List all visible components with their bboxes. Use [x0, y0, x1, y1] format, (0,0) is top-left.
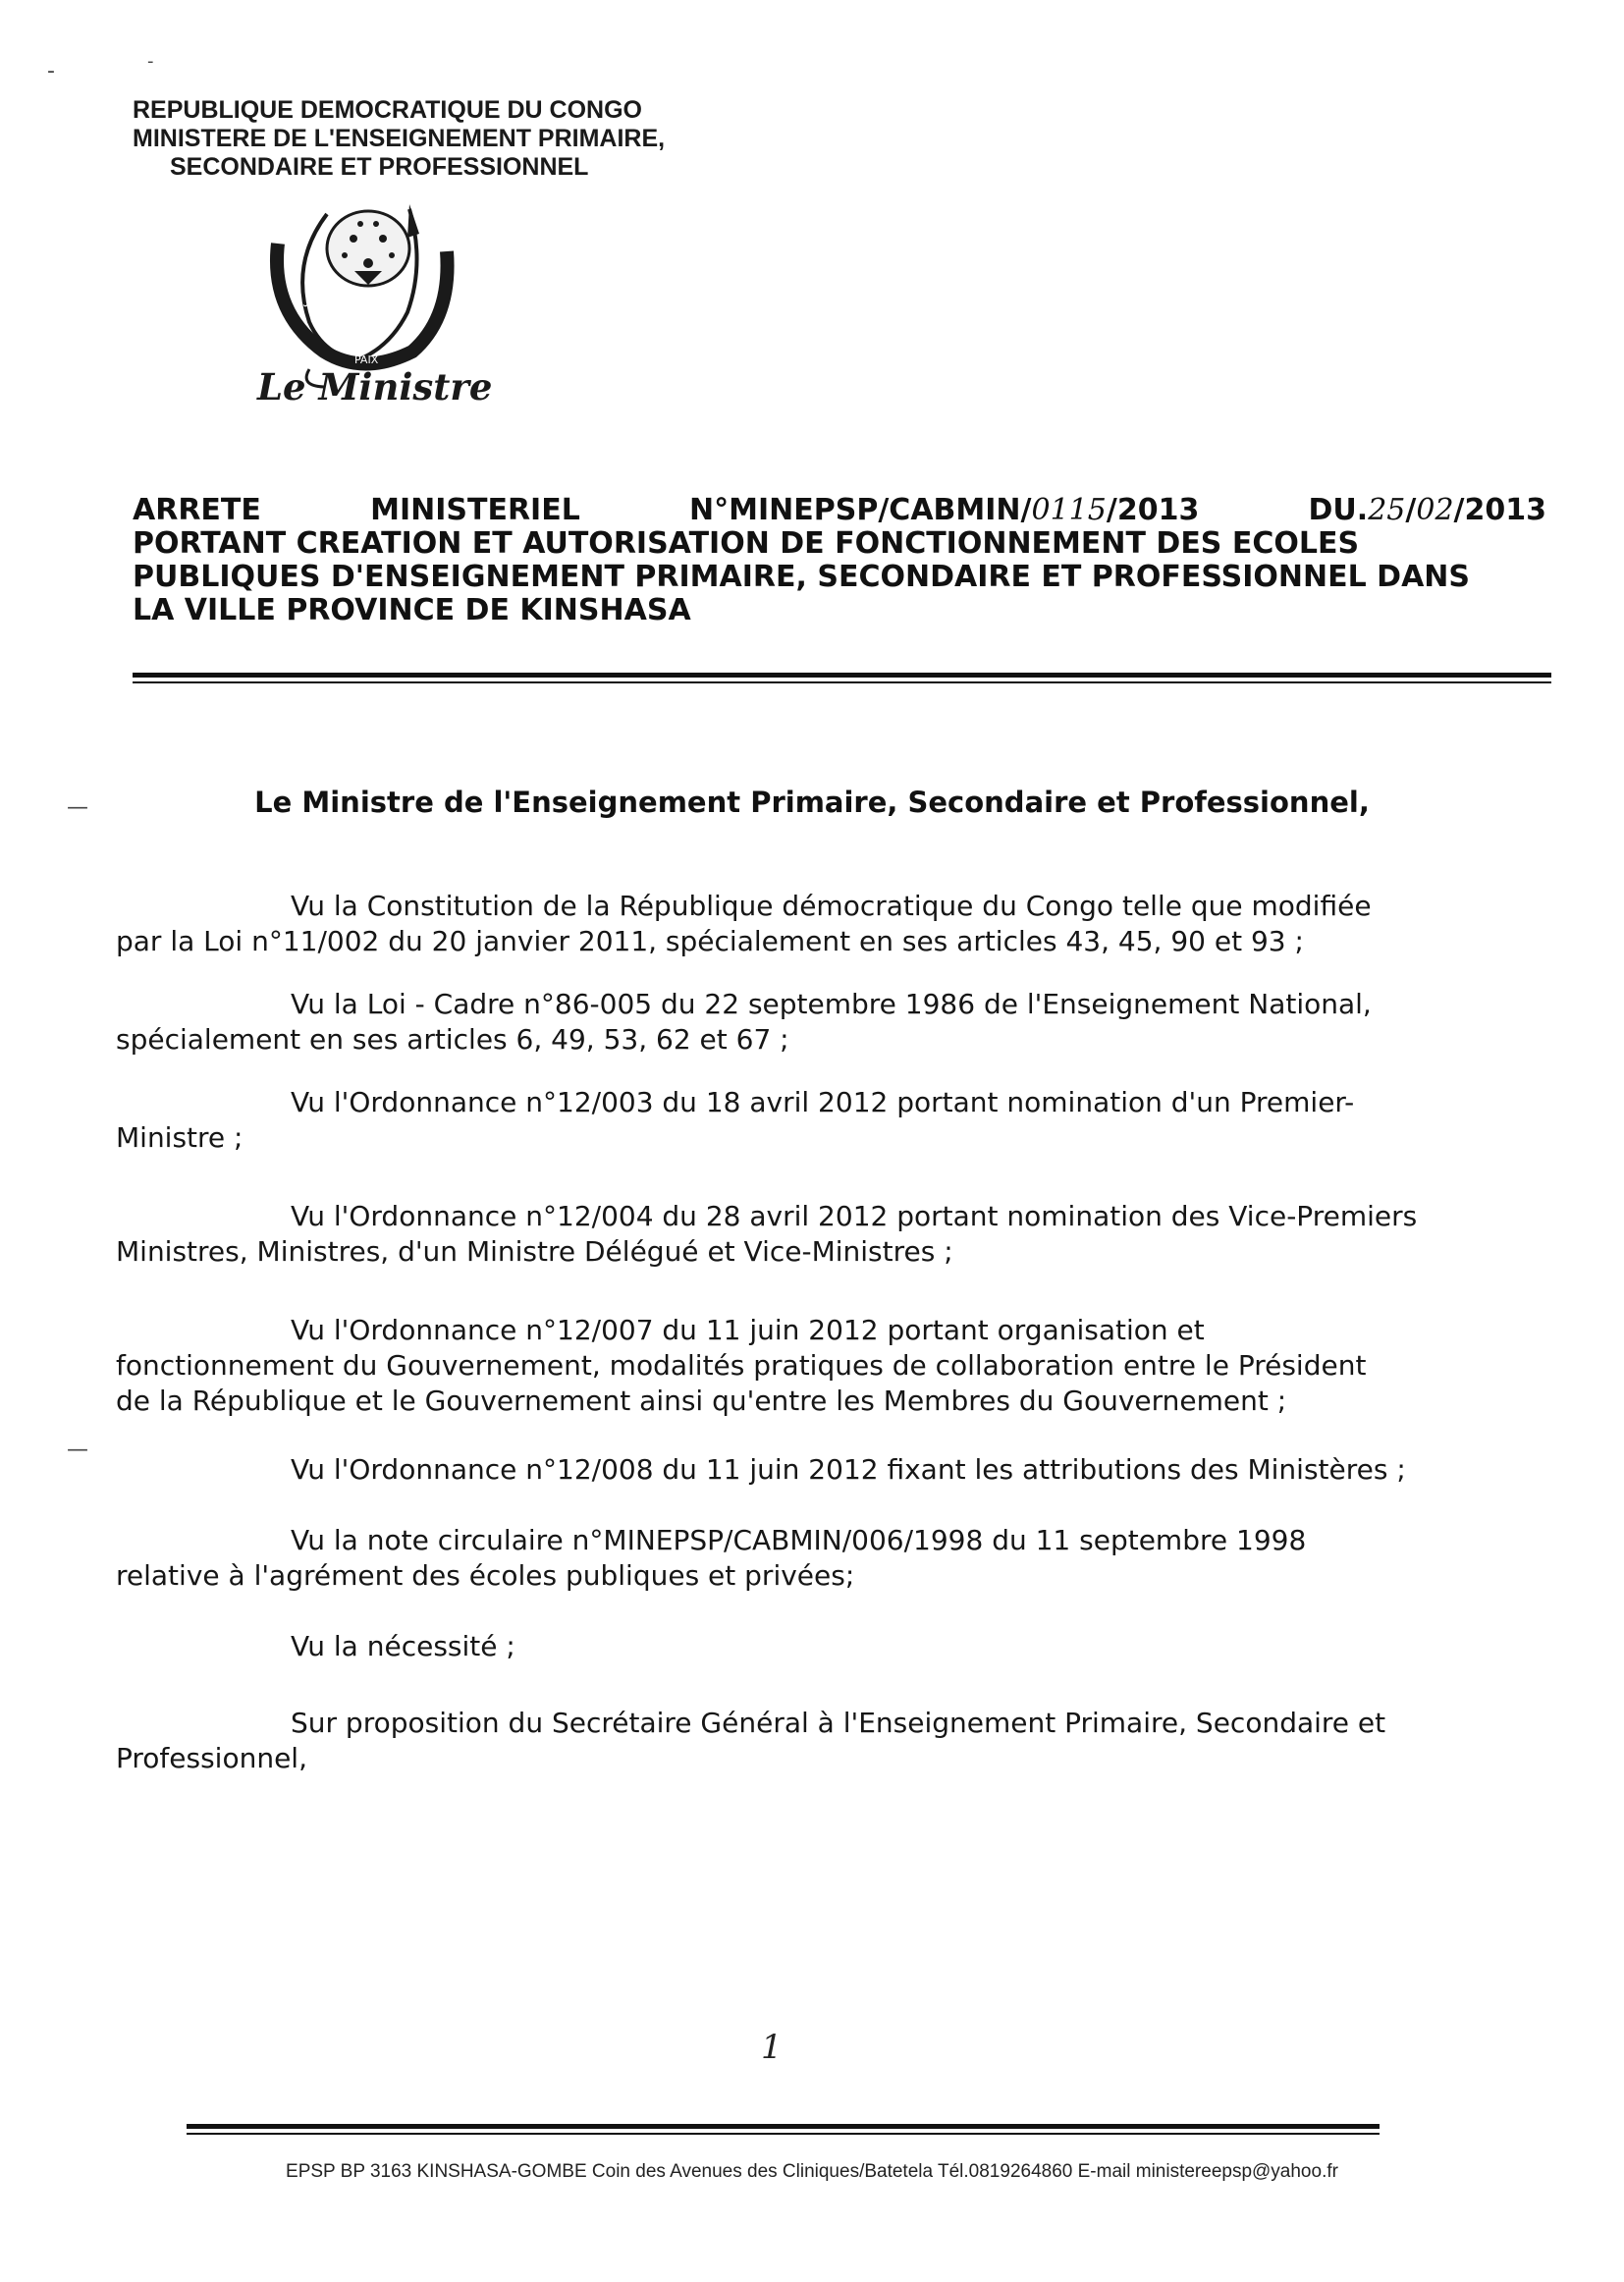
decree-date-separator: / [1405, 493, 1417, 527]
title-divider-thin [133, 681, 1551, 683]
paragraph-line: par la Loi n°11/002 du 20 janvier 2011, spécialement en ses articles 43, 45, 90 et 93 ; [116, 925, 1304, 957]
paragraph-line: Professionnel, [116, 1742, 307, 1774]
paragraph-line: spécialement en ses articles 6, 49, 53, 62 et 67 ; [116, 1023, 789, 1056]
paragraph-line: Sur proposition du Secrétaire Général à l'Enseignement Primaire, Secondaire et [291, 1707, 1386, 1739]
paragraph-line: Ministres, Ministres, d'un Ministre Délégué et Vice-Ministres ; [116, 1235, 953, 1268]
consideration-paragraph [116, 1199, 1490, 1270]
footer-divider-thin [187, 2133, 1380, 2135]
paragraph-line: fonctionnement du Gouvernement, modalités pratiques de collaboration entre le Président [116, 1349, 1367, 1382]
title-word: ARRETE [133, 493, 261, 527]
paragraph-line: Vu l'Ordonnance n°12/004 du 28 avril 2012 portant nomination des Vice-Premiers [291, 1200, 1418, 1232]
consideration-paragraph [116, 889, 1490, 959]
decree-number-line [133, 494, 1546, 527]
letterhead-country: REPUBLIQUE DEMOCRATIQUE DU CONGO [133, 96, 642, 124]
decree-number-handwritten: 0115 [1031, 493, 1107, 527]
letterhead-ministry-cont: SECONDAIRE ET PROFESSIONNEL [170, 153, 589, 181]
paragraph-line: de la République et le Gouvernement ainsi qu'entre les Membres du Gouvernement ; [116, 1385, 1287, 1417]
consideration-paragraph [116, 1085, 1490, 1156]
consideration-paragraph: Vu l'Ordonnance n°12/008 du 11 juin 2012 fixant les attributions des Ministères ; [291, 1453, 1406, 1486]
letterhead-ministry: MINISTERE DE L'ENSEIGNEMENT PRIMAIRE, [133, 125, 666, 152]
footer-address: EPSP BP 3163 KINSHASA-GOMBE Coin des Avenues des Cliniques/Batetela Tél.0819264860 E-mail ministereepsp@yahoo.fr [286, 2161, 1338, 2182]
paragraph-line: Vu l'Ordonnance n°12/007 du 11 juin 2012 portant organisation et [291, 1314, 1205, 1346]
decree-number-prefix: N°MINEPSP/CABMIN/ [689, 493, 1032, 527]
scan-mark: — [67, 795, 88, 820]
scan-mark: — [67, 1438, 88, 1462]
emblem-motto-right: TRAVAIL [397, 299, 433, 344]
paragraph-line: Vu la Constitution de la République démocratique du Congo telle que modifiée [291, 890, 1372, 922]
decree-year: /2013 [1106, 493, 1200, 527]
paragraph-line: Ministre ; [116, 1121, 244, 1154]
scan-mark: - [47, 59, 55, 83]
letterhead [133, 96, 741, 182]
emblem-motto-left: JUSTICE [302, 299, 338, 341]
scan-mark: - [147, 51, 154, 72]
decree-date-year: /2013 [1453, 493, 1546, 527]
decree-month-handwritten: 02 [1416, 493, 1454, 527]
paragraph-line: Vu l'Ordonnance n°12/003 du 18 avril 2012 portant nomination d'un Premier- [291, 1086, 1355, 1118]
decree-date-prefix: DU. [1308, 493, 1369, 527]
decree-number [689, 494, 1199, 527]
footer-divider [187, 2124, 1380, 2129]
signature-title: Le Ministre [257, 365, 493, 408]
page-number: 1 [761, 2028, 783, 2067]
considerations [116, 889, 1490, 1776]
minister-intro: Le Ministre de l'Enseignement Primaire, Secondaire et Professionnel, [254, 786, 1370, 819]
consideration-paragraph [116, 1706, 1490, 1776]
decree-day-handwritten: 25 [1368, 493, 1406, 527]
decree-subject-line: PORTANT CREATION ET AUTORISATION DE FONCTIONNEMENT DES ECOLES [133, 526, 1360, 561]
consideration-paragraph [116, 1313, 1490, 1419]
title-word: MINISTERIEL [370, 493, 580, 527]
emblem-motto-center: PAIX [354, 353, 379, 366]
decree-subject-line: PUBLIQUES D'ENSEIGNEMENT PRIMAIRE, SECONDAIRE ET PROFESSIONNEL DANS [133, 560, 1471, 594]
paragraph-line: Vu la Loi - Cadre n°86-005 du 22 septembre 1986 de l'Enseignement National, [291, 988, 1372, 1020]
paragraph-line: relative à l'agrément des écoles publiques et privées; [116, 1559, 855, 1592]
paragraph-line: Vu la note circulaire n°MINEPSP/CABMIN/006/1998 du 11 septembre 1998 [291, 1524, 1307, 1556]
consideration-paragraph [116, 1523, 1490, 1594]
consideration-paragraph: Vu la nécessité ; [291, 1630, 515, 1662]
coat-of-arms-icon [250, 194, 476, 391]
decree-title [133, 494, 1546, 627]
title-divider [133, 673, 1551, 678]
decree-subject-line: LA VILLE PROVINCE DE KINSHASA [133, 593, 691, 627]
consideration-paragraph [116, 987, 1490, 1058]
decree-date [1309, 494, 1546, 527]
